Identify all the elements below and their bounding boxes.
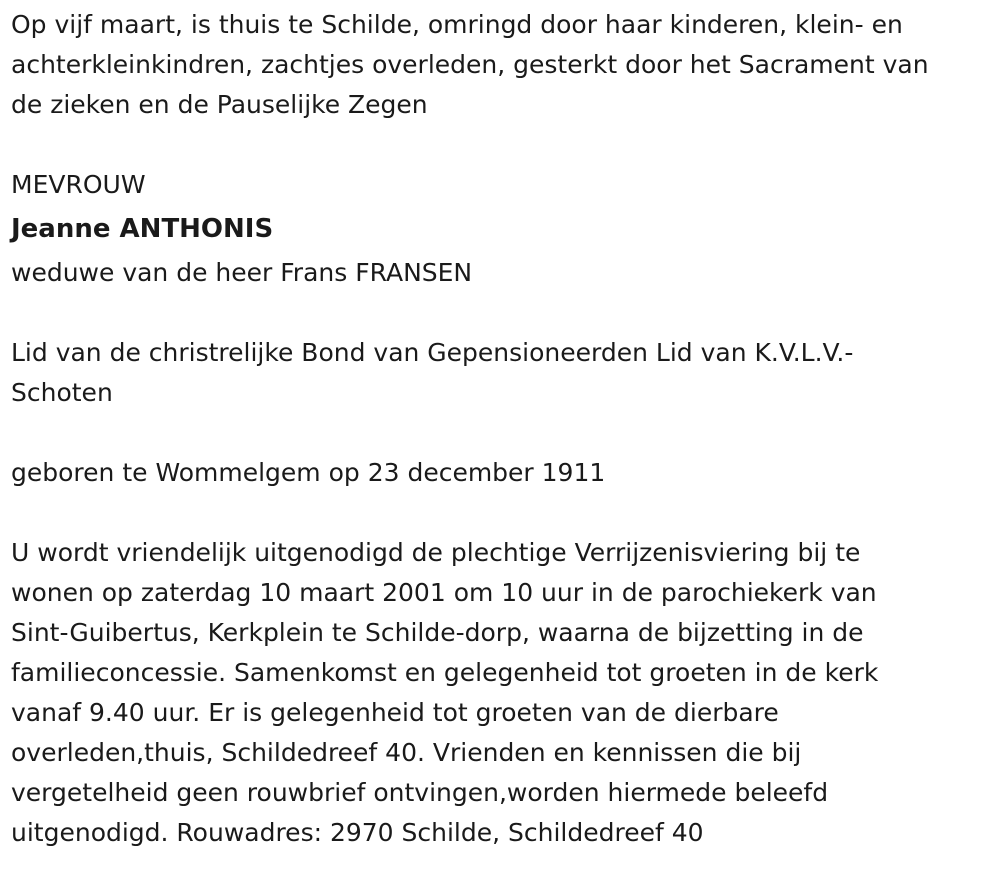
deceased-name: Jeanne ANTHONIS: [11, 214, 274, 244]
invitation-line: wonen op zaterdag 10 maart 2001 om 10 uur in de parochiekerk van: [11, 578, 877, 607]
membership-paragraph: [11, 333, 990, 413]
spacer: [11, 413, 990, 453]
invitation-line: vergetelheid geen rouwbrief ontvingen,worden hiermede beleefd: [11, 778, 829, 807]
intro-line: achterkleinkindren, zachtjes overleden, gesterkt door het Sacrament van: [11, 50, 929, 79]
spacer: [11, 125, 990, 165]
intro-line: Op vijf maart, is thuis te Schilde, omringd door haar kinderen, klein- en: [11, 10, 903, 39]
invitation-line: Sint-Guibertus, Kerkplein te Schilde-dorp, waarna de bijzetting in de: [11, 618, 864, 647]
invitation-paragraph: [11, 533, 990, 853]
widow-of-line: weduwe van de heer Frans FRANSEN: [11, 258, 473, 287]
spacer: [11, 493, 990, 533]
intro-paragraph: [11, 5, 990, 125]
invitation-line: U wordt vriendelijk uitgenodigd de plechtige Verrijzenisviering bij te: [11, 538, 861, 567]
invitation-line: uitgenodigd. Rouwadres: 2970 Schilde, Schildedreef 40: [11, 818, 704, 847]
invitation-line: familieconcessie. Samenkomst en gelegenheid tot groeten in de kerk: [11, 658, 879, 687]
birth-line: geboren te Wommelgem op 23 december 1911: [11, 458, 606, 487]
spacer: [11, 293, 990, 333]
invitation-line: overleden,thuis, Schildedreef 40. Vrienden en kennissen die bij: [11, 738, 802, 767]
membership-line: Schoten: [11, 378, 113, 407]
intro-line: de zieken en de Pauselijke Zegen: [11, 90, 428, 119]
honorific-title: MEVROUW: [11, 170, 146, 199]
membership-line: Lid van de christrelijke Bond van Gepensioneerden Lid van K.V.L.V.-: [11, 338, 854, 367]
invitation-line: vanaf 9.40 uur. Er is gelegenheid tot groeten van de dierbare: [11, 698, 779, 727]
